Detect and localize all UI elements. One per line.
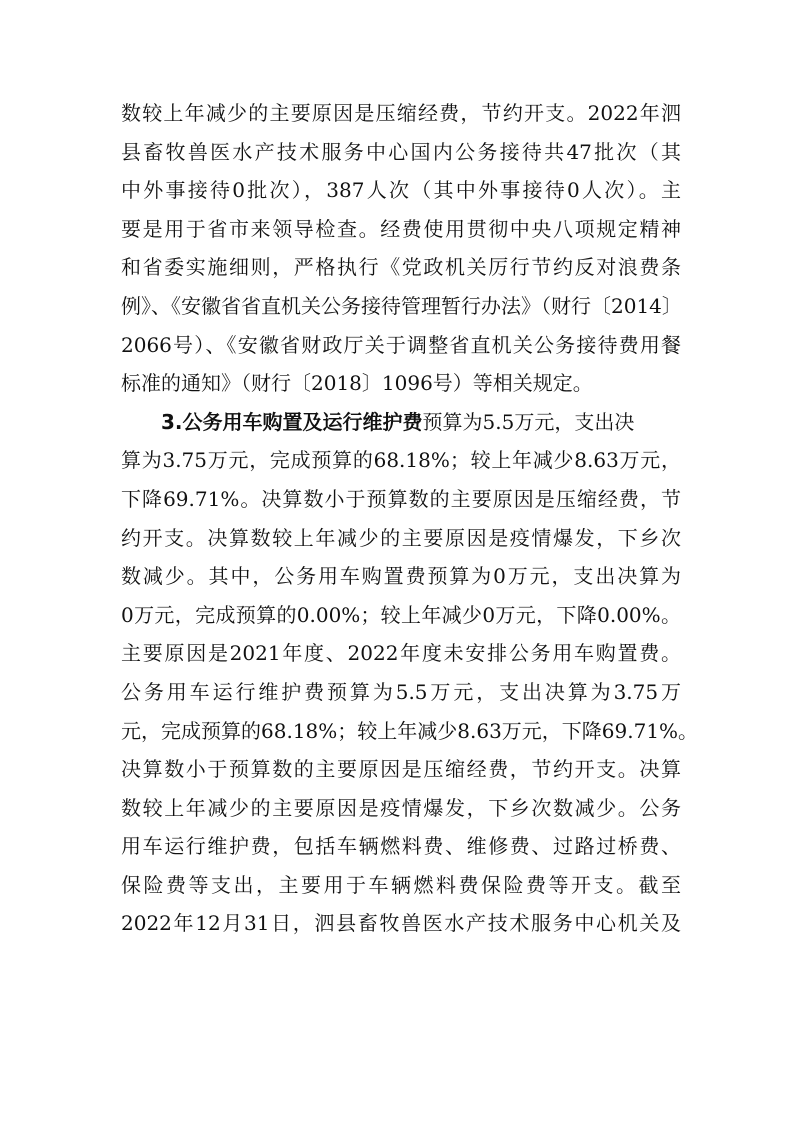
text-line: 和省委实施细则，严格执行《党政机关厉行节约反对浪费条 xyxy=(121,255,681,280)
text-line: 算为3.75万元，完成预算的68.18%；较上年减少8.63万元， xyxy=(121,448,681,473)
text-line: 约开支。决算数较上年减少的主要原因是疫情爆发，下乡次 xyxy=(121,525,681,550)
text-line: 数较上年减少的主要原因是压缩经费，节约开支。2022年泗 xyxy=(121,101,681,125)
paragraph-3-first-line xyxy=(121,403,681,442)
text-line: 保险费等支出，主要用于车辆燃料费保险费等开支。截至 xyxy=(121,872,681,897)
text-line: 2022年12月31日，泗县畜牧兽医水产技术服务中心机关及 xyxy=(121,911,681,936)
document-body xyxy=(121,94,699,943)
text-line: 例》、《安徽省省直机关公务接待管理暂行办法》（财行〔2014〕 xyxy=(121,293,682,318)
text-line: 下降69.71%。决算数小于预算数的主要原因是压缩经费，节 xyxy=(121,486,681,511)
text-line: 数较上年减少的主要原因是疫情爆发，下乡次数减少。公务 xyxy=(121,795,681,820)
text-line: 用车运行维护费，包括车辆燃料费、维修费、过路过桥费、 xyxy=(121,834,681,859)
text-line: 县畜牧兽医水产技术服务中心国内公务接待共47批次（其 xyxy=(121,139,681,164)
text-span: 预算为5.5万元，支出决 xyxy=(422,409,635,434)
text-line: 2066号）、《安徽省财政厅关于调整省直机关公务接待费用餐 xyxy=(121,332,681,357)
text-line: 主要原因是2021年度、2022年度未安排公务用车购置费。 xyxy=(121,641,681,666)
text-line: 标准的通知》（财行〔2018〕1096号）等相关规定。 xyxy=(121,371,593,396)
text-line: 公务用车运行维护费预算为5.5万元，支出决算为3.75万 xyxy=(121,679,681,704)
text-line: 0万元，完成预算的0.00%；较上年减少0万元，下降0.00%。 xyxy=(121,602,681,627)
text-line: 中外事接待0批次），387人次（其中外事接待0人次）。主 xyxy=(121,178,681,203)
section-heading: 3.公务用车购置及运行维护费 xyxy=(161,409,423,434)
text-line: 数减少。其中，公务用车购置费预算为0万元，支出决算为 xyxy=(121,564,681,589)
text-line: 要是用于省市来领导检查。经费使用贯彻中央八项规定精神 xyxy=(121,216,681,241)
text-line: 元，完成预算的68.18%；较上年减少8.63万元，下降69.71%。 xyxy=(121,718,699,743)
text-line: 决算数小于预算数的主要原因是压缩经费，节约开支。决算 xyxy=(121,757,681,782)
